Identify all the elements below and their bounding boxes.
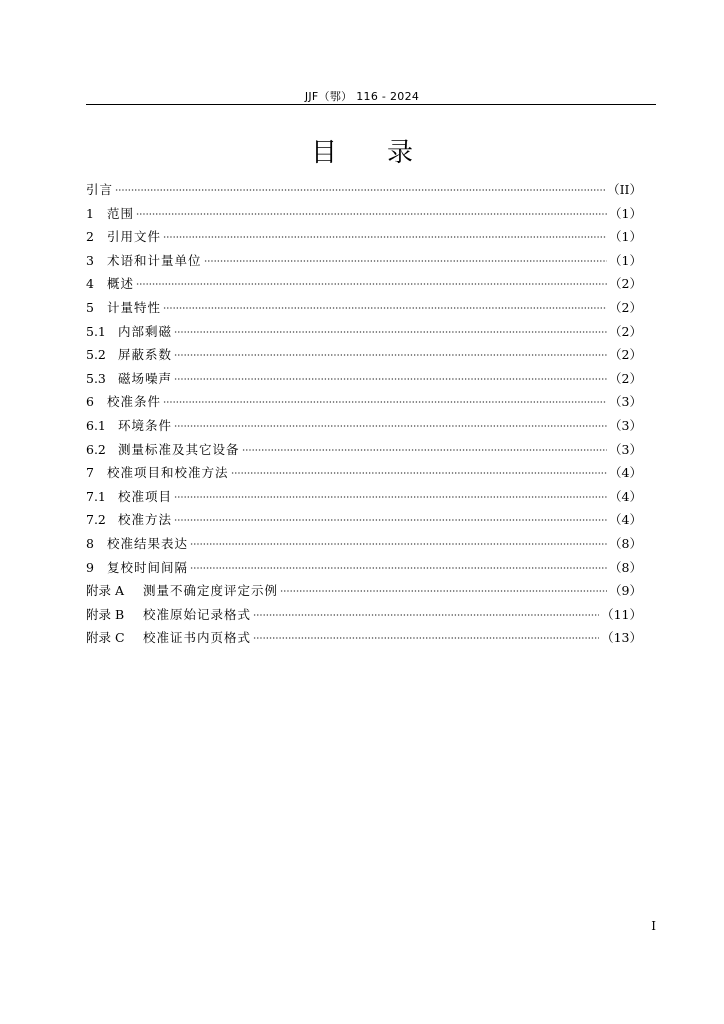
toc-entry-number: 5.2	[86, 347, 106, 363]
toc-entry-page: （13）	[601, 630, 642, 646]
toc-entry-title: 概述	[107, 276, 135, 292]
toc-entry-page: （2）	[609, 323, 642, 339]
dot-leader	[242, 449, 608, 451]
dot-leader	[190, 543, 607, 545]
toc-entry[interactable]	[86, 508, 642, 532]
toc-entry-page: （2）	[609, 299, 642, 315]
toc-entry-number: 5.1	[86, 323, 106, 339]
toc-entry-page: （8）	[609, 559, 642, 575]
toc-entry-page: （3）	[609, 394, 642, 410]
toc-entry-title: 磁场噪声	[118, 370, 173, 386]
toc-entry-title: 校准项目	[118, 488, 173, 504]
dot-leader	[136, 283, 607, 285]
toc-entry-page: （II）	[607, 182, 642, 197]
toc-entry-number: 3	[86, 252, 94, 268]
dot-leader	[204, 260, 608, 262]
toc-entry[interactable]	[86, 579, 642, 603]
toc-entry-number: 4	[86, 276, 94, 292]
toc-entry-page: （4）	[609, 512, 642, 528]
toc-entry-number: 6.2	[86, 441, 106, 457]
toc-entry-title: 测量不确定度评定示例	[143, 583, 279, 599]
toc-entry[interactable]	[86, 178, 642, 202]
toc-entry-title: 校准原始记录格式	[143, 606, 252, 622]
dot-leader	[163, 236, 607, 238]
dot-leader	[163, 401, 607, 403]
toc-entry-title: 测量标准及其它设备	[118, 441, 240, 457]
toc-entry-number: 附录 A	[86, 583, 125, 599]
toc-entry-number: 8	[86, 535, 94, 551]
toc-entry[interactable]	[86, 272, 642, 296]
toc-entry[interactable]	[86, 343, 642, 367]
toc-entry-title: 环境条件	[118, 417, 173, 433]
toc-entry[interactable]	[86, 414, 642, 438]
toc-entry-title: 校准方法	[118, 512, 173, 528]
toc-title: 目录	[310, 138, 463, 168]
toc-entry-title: 范围	[107, 205, 135, 221]
toc-entry-page: （2）	[609, 370, 642, 386]
toc-entry-page: （8）	[609, 535, 642, 551]
toc-entry-title: 内部剩磁	[118, 323, 173, 339]
toc-entry-number: 9	[86, 559, 94, 575]
toc-entry-number: 7.1	[86, 488, 106, 504]
table-of-contents	[86, 178, 642, 650]
toc-entry-page: （3）	[609, 441, 642, 457]
dot-leader	[115, 189, 605, 191]
toc-entry-title: 复校时间间隔	[107, 559, 189, 575]
toc-entry[interactable]	[86, 603, 642, 627]
toc-entry-page: （9）	[609, 583, 642, 599]
toc-entry[interactable]	[86, 225, 642, 249]
dot-leader	[136, 213, 607, 215]
toc-entry-page: （2）	[609, 347, 642, 363]
toc-entry-title: 引用文件	[107, 229, 162, 245]
toc-entry-number: 7	[86, 465, 94, 481]
toc-entry[interactable]	[86, 296, 642, 320]
toc-entry-page: （4）	[609, 465, 642, 481]
toc-entry-title: 校准证书内页格式	[143, 630, 252, 646]
dot-leader	[163, 307, 607, 309]
toc-entry[interactable]	[86, 626, 642, 650]
toc-entry[interactable]	[86, 249, 642, 273]
toc-entry-number: 1	[86, 205, 94, 221]
toc-entry[interactable]	[86, 485, 642, 509]
toc-entry-number: 7.2	[86, 512, 106, 528]
toc-entry[interactable]	[86, 390, 642, 414]
dot-leader	[174, 425, 607, 427]
toc-entry-number: 5	[86, 299, 94, 315]
toc-entry-page: （11）	[601, 606, 642, 622]
toc-entry-number: 6.1	[86, 417, 106, 433]
toc-entry[interactable]	[86, 367, 642, 391]
toc-entry[interactable]	[86, 532, 642, 556]
dot-leader	[190, 567, 607, 569]
dot-leader	[231, 472, 608, 474]
toc-entry[interactable]	[86, 461, 642, 485]
toc-entry-title: 引言	[86, 182, 114, 197]
dot-leader	[253, 614, 599, 616]
dot-leader	[174, 519, 607, 521]
toc-entry-title: 校准项目和校准方法	[107, 465, 229, 481]
toc-entry[interactable]	[86, 556, 642, 580]
toc-entry-page: （1）	[609, 229, 642, 245]
toc-entry-title: 术语和计量单位	[107, 252, 202, 268]
page-number: I	[651, 919, 656, 933]
toc-entry-title: 校准条件	[107, 394, 162, 410]
toc-entry-number: 2	[86, 229, 94, 245]
toc-entry-page: （1）	[609, 252, 642, 268]
toc-entry[interactable]	[86, 438, 642, 462]
dot-leader	[174, 331, 607, 333]
dot-leader	[253, 637, 599, 639]
toc-entry-page: （1）	[609, 205, 642, 221]
dot-leader	[174, 354, 607, 356]
toc-entry-page: （4）	[609, 488, 642, 504]
toc-entry-number: 附录 C	[86, 630, 125, 646]
toc-entry-number: 5.3	[86, 370, 106, 386]
document-code-header: JJF（鄂） 116 - 2024	[304, 90, 420, 103]
toc-entry[interactable]	[86, 320, 642, 344]
toc-entry-title: 屏蔽系数	[118, 347, 173, 363]
toc-entry-title: 计量特性	[107, 299, 162, 315]
dot-leader	[174, 496, 607, 498]
toc-entry-page: （2）	[609, 276, 642, 292]
header-divider	[86, 104, 656, 105]
toc-entry-number: 附录 B	[86, 606, 125, 622]
toc-entry-page: （3）	[609, 417, 642, 433]
dot-leader	[174, 378, 607, 380]
toc-entry-number: 6	[86, 394, 94, 410]
dot-leader	[280, 590, 607, 592]
toc-entry[interactable]	[86, 202, 642, 226]
toc-entry-title: 校准结果表达	[107, 535, 189, 551]
